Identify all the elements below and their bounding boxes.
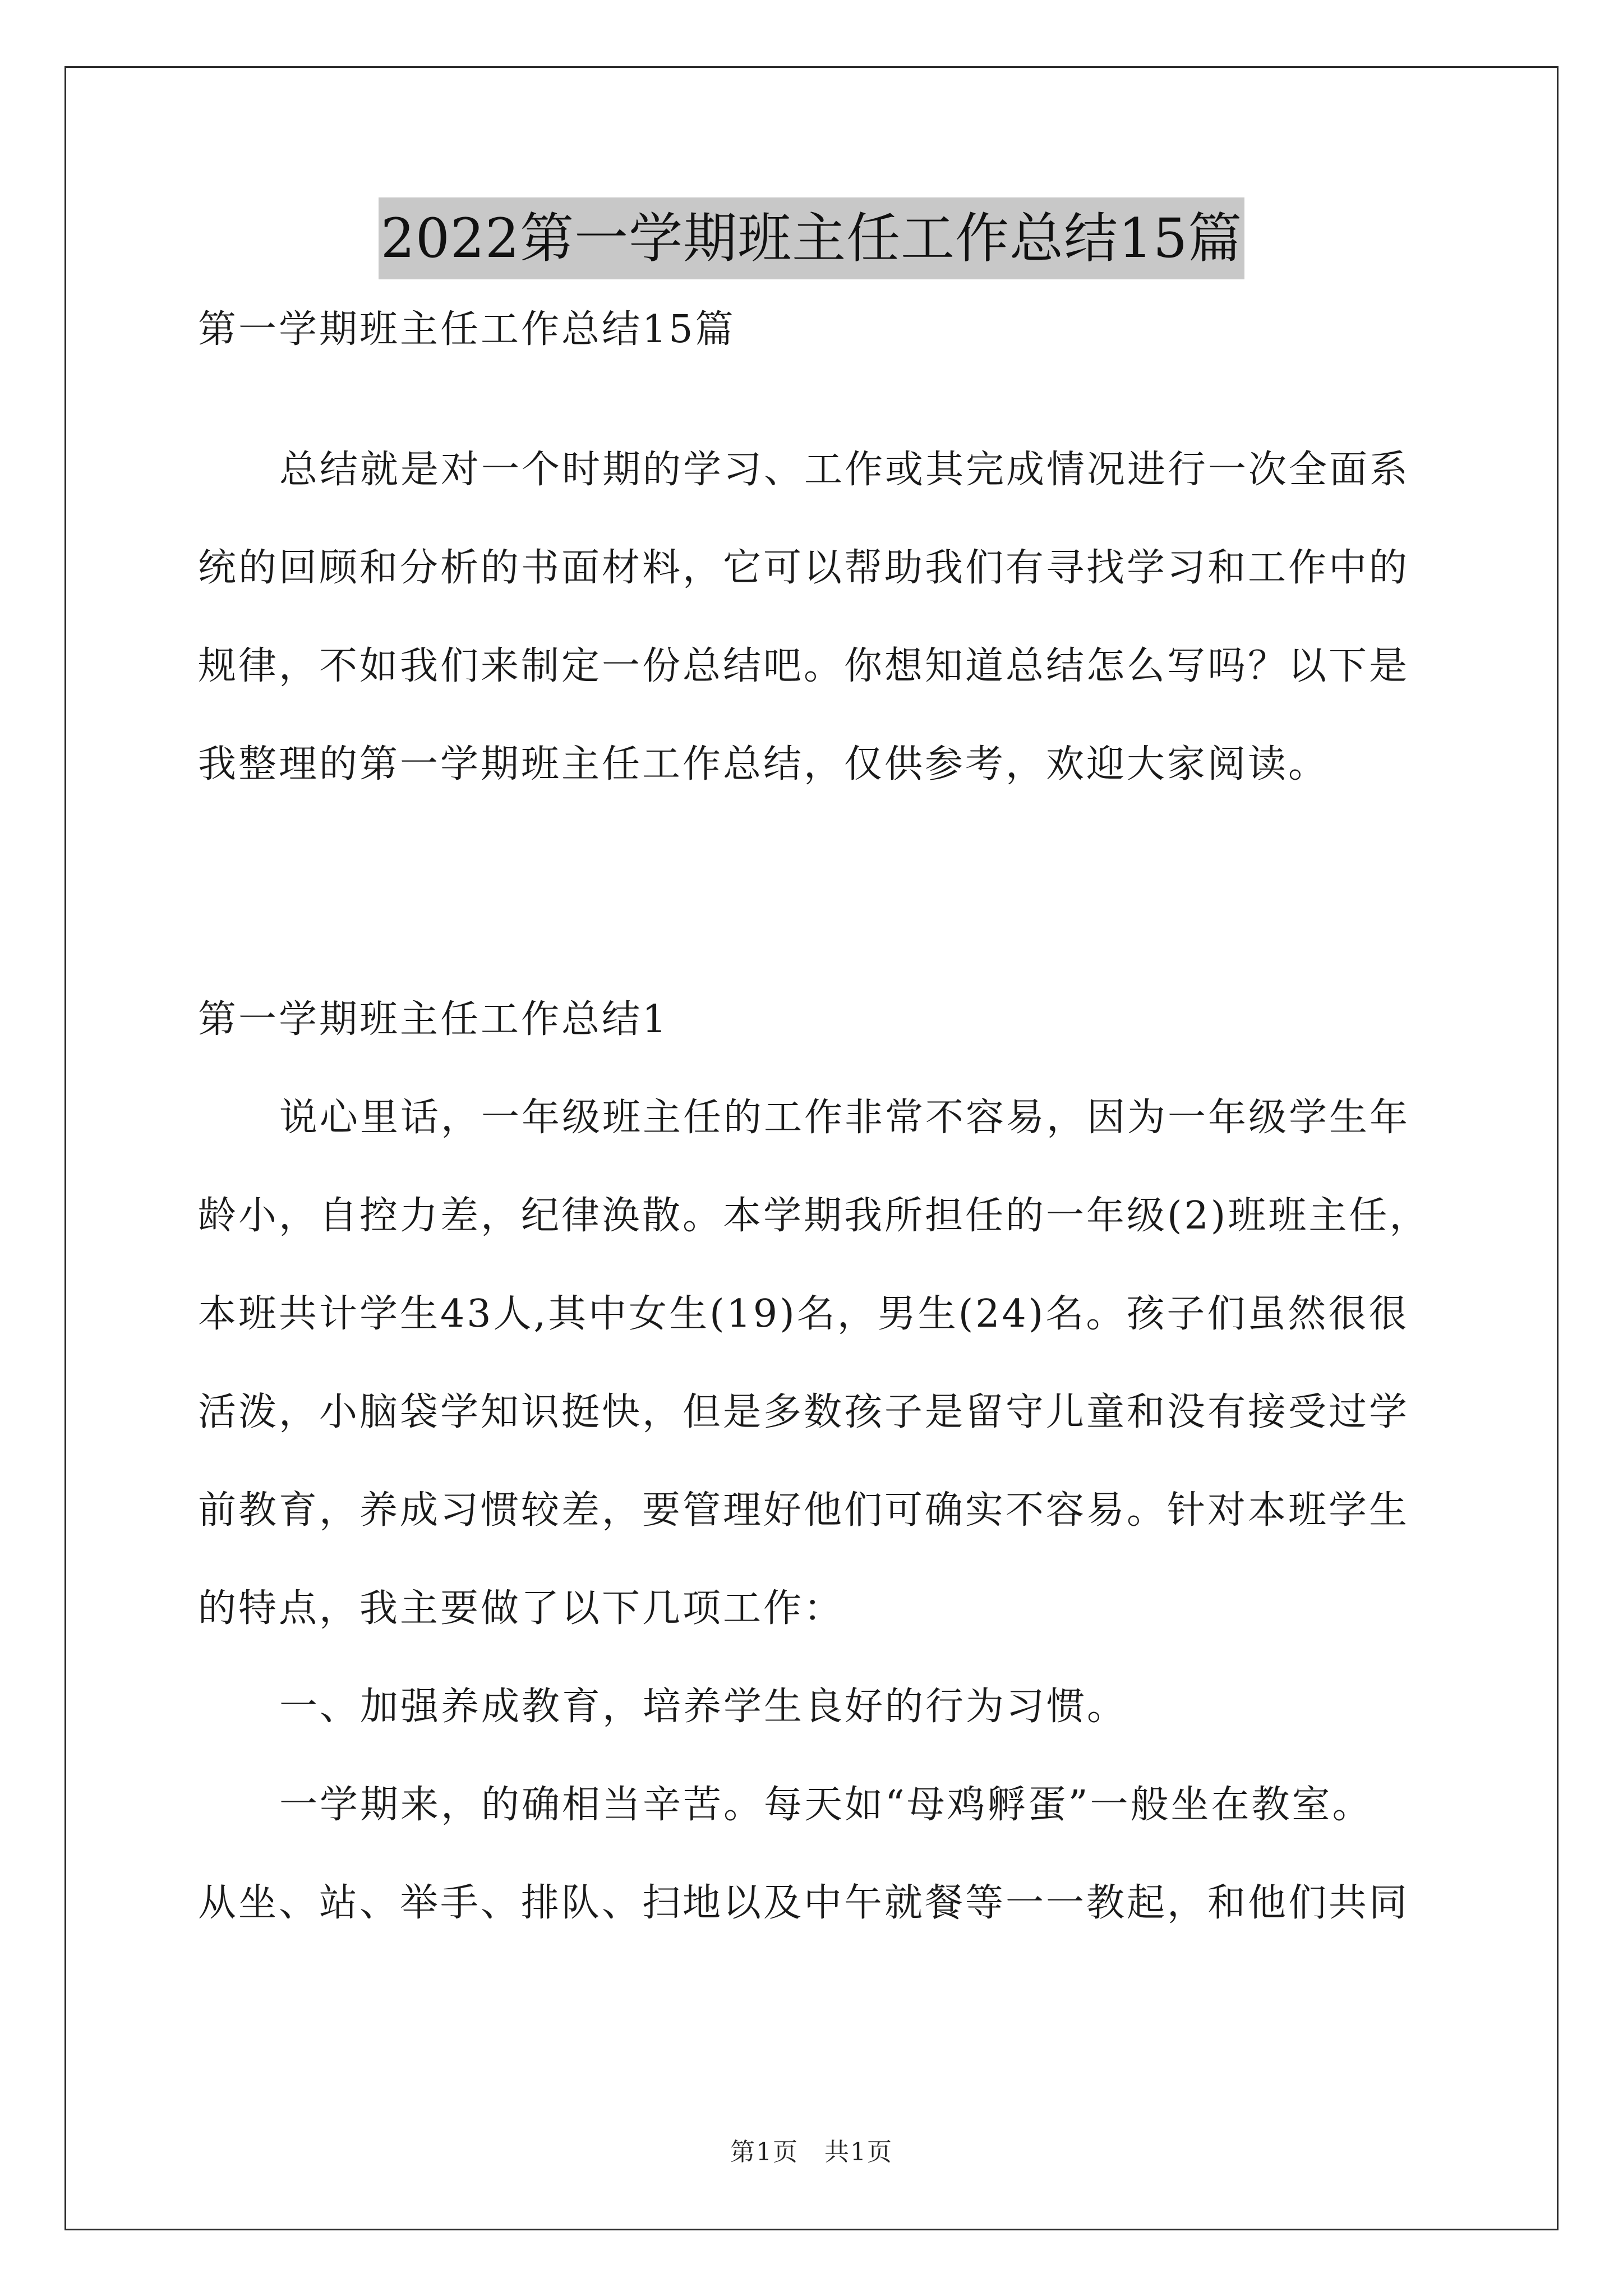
section-heading: 第一学期班主任工作总结15篇: [198, 307, 736, 352]
paragraph-line: 统的回顾和分析的书面材料，它可以帮助我们有寻找学习和工作中的: [198, 546, 1410, 590]
page-number: 第1页 共1页: [730, 2138, 893, 2166]
paragraph-line: 一学期来，的确相当辛苦。每天如“母鸡孵蛋”一般坐在教室。: [279, 1783, 1373, 1827]
paragraph-line: 说心里话，一年级班主任的工作非常不容易，因为一年级学生年: [279, 1096, 1410, 1140]
paragraph-line: 活泼，小脑袋学知识挺快，但是多数孩子是留守儿童和没有接受过学: [198, 1390, 1410, 1434]
section-heading: 第一学期班主任工作总结1: [198, 997, 669, 1042]
paragraph-line: 从坐、站、举手、排队、扫地以及中午就餐等一一教起，和他们共同: [198, 1881, 1410, 1925]
title-container: [0, 197, 1623, 279]
paragraph-line: 本班共计学生43人,其中女生(19)名，男生(24)名。孩子们虽然很很: [198, 1292, 1409, 1336]
paragraph-line: 我整理的第一学期班主任工作总结，仅供参考，欢迎大家阅读。: [198, 742, 1329, 786]
paragraph-line: 规律，不如我们来制定一份总结吧。你想知道总结怎么写吗？以下是: [198, 644, 1410, 688]
document-title: 2022第一学期班主任工作总结15篇: [379, 197, 1244, 279]
paragraph-line: 龄小，自控力差，纪律涣散。本学期我所担任的一年级(2)班班主任，: [198, 1194, 1430, 1238]
paragraph-line: 的特点，我主要做了以下几项工作：: [198, 1586, 845, 1631]
paragraph-line: 总结就是对一个时期的学习、工作或其完成情况进行一次全面系: [279, 448, 1410, 492]
paragraph-line: 前教育，养成习惯较差，要管理好他们可确实不容易。针对本班学生: [198, 1488, 1410, 1533]
paragraph-line: 一、加强养成教育，培养学生良好的行为习惯。: [279, 1685, 1128, 1729]
